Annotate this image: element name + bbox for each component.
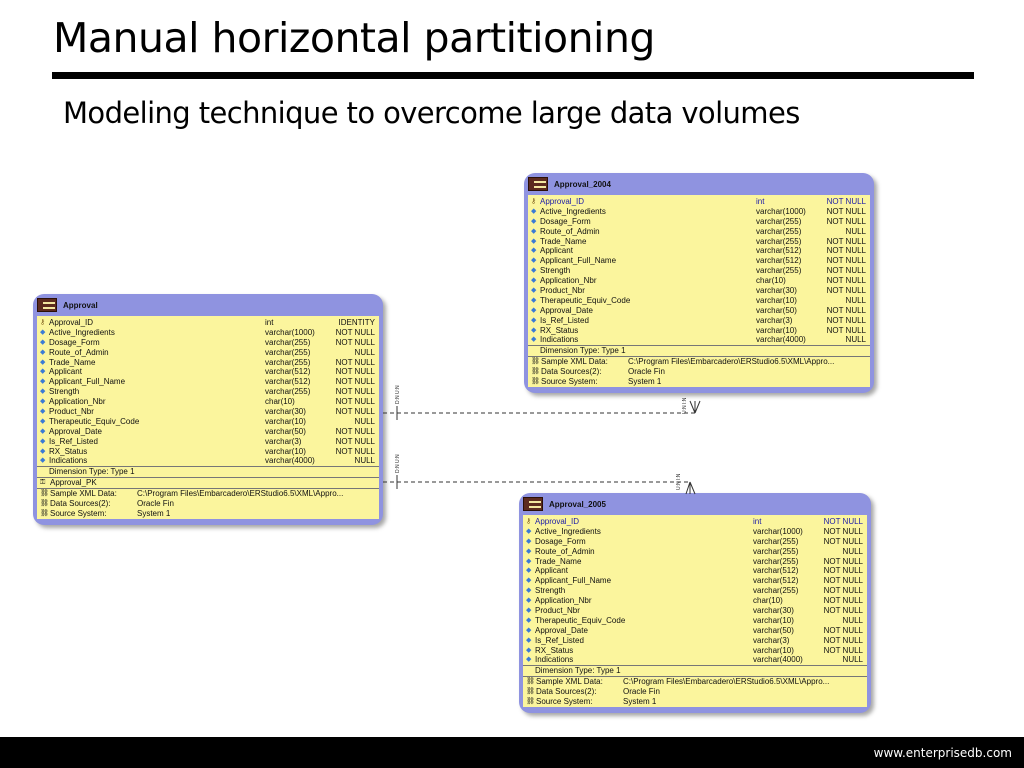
column-name: Applicant_Full_Name <box>49 377 126 387</box>
sample-xml-label: Sample XML Data: <box>541 357 608 367</box>
column-icon: ◆ <box>40 408 46 416</box>
column-nullability: NOT NULL <box>335 357 375 367</box>
column-nullability: NOT NULL <box>826 286 866 296</box>
column-type: varchar(255) <box>753 536 799 546</box>
column-icon: ◆ <box>531 326 537 334</box>
key-icon: ⚿ <box>40 479 46 487</box>
column-row[interactable] <box>37 328 379 338</box>
column-row[interactable] <box>523 626 867 636</box>
column-type: varchar(4000) <box>756 335 806 345</box>
column-icon: ◆ <box>531 277 537 285</box>
column-type: varchar(255) <box>756 236 802 246</box>
column-type: varchar(10) <box>265 416 306 426</box>
column-type: varchar(1000) <box>265 327 315 337</box>
column-name: Trade_Name <box>49 357 96 367</box>
attachment-icon: ⛓ <box>40 510 49 518</box>
column-list <box>37 318 379 466</box>
column-nullability: NOT NULL <box>335 377 375 387</box>
footer-url: www.enterprisedb.com <box>873 746 1012 760</box>
column-type: varchar(255) <box>753 556 799 566</box>
entity-body <box>523 515 867 707</box>
column-row[interactable] <box>523 527 867 537</box>
column-nullability: NOT NULL <box>823 596 863 606</box>
column-type: char(10) <box>265 397 295 407</box>
column-nullability: NOT NULL <box>823 625 863 635</box>
data-sources-row <box>523 687 867 697</box>
entity-body <box>528 195 870 387</box>
table-icon <box>528 177 548 191</box>
column-type: varchar(255) <box>265 337 311 347</box>
column-nullability: NOT NULL <box>826 206 866 216</box>
primary-key-row[interactable] <box>37 478 379 488</box>
column-name: Therapeutic_Equiv_Code <box>540 295 631 305</box>
column-nullability: NOT NULL <box>826 256 866 266</box>
column-row[interactable] <box>528 227 870 237</box>
column-nullability: NOT NULL <box>335 337 375 347</box>
column-nullability: NOT NULL <box>826 325 866 335</box>
column-name: Product_Nbr <box>49 407 94 417</box>
column-name: RX_Status <box>540 325 579 335</box>
column-row[interactable] <box>37 427 379 437</box>
column-nullability: NOT NULL <box>335 397 375 407</box>
column-type: varchar(4000) <box>753 655 803 665</box>
column-name: Application_Nbr <box>540 276 597 286</box>
column-icon: ◆ <box>526 557 532 565</box>
column-name: Strength <box>535 586 566 596</box>
column-type: char(10) <box>753 596 783 606</box>
column-name: Applicant_Full_Name <box>535 576 612 586</box>
column-name: RX_Status <box>535 645 574 655</box>
column-row[interactable] <box>37 456 379 466</box>
column-nullability: NOT NULL <box>335 436 375 446</box>
column-icon: ◆ <box>526 587 532 595</box>
column-name: Trade_Name <box>540 236 587 246</box>
column-icon: ◆ <box>40 457 46 465</box>
crowfoot-line <box>695 401 700 413</box>
dimension-type: Dimension Type: Type 1 <box>535 666 621 676</box>
column-icon: ◆ <box>526 537 532 545</box>
column-type: varchar(512) <box>753 566 799 576</box>
primary-key-icon: ⚷ <box>40 319 46 326</box>
column-nullability: NOT NULL <box>823 576 863 586</box>
column-type: varchar(3) <box>265 436 302 446</box>
column-nullability: NULL <box>354 416 375 426</box>
source-system-value: System 1 <box>628 377 662 387</box>
column-type: varchar(50) <box>756 305 797 315</box>
attachment-icon: ⛓ <box>526 698 535 706</box>
column-nullability: NOT NULL <box>826 197 866 206</box>
column-row[interactable] <box>37 348 379 358</box>
source-system-row <box>528 377 870 387</box>
column-type: varchar(50) <box>265 426 306 436</box>
column-row[interactable] <box>37 447 379 457</box>
column-row[interactable] <box>528 296 870 306</box>
entity-approval-2005[interactable] <box>519 493 871 713</box>
column-row[interactable] <box>523 547 867 557</box>
sample-xml-row <box>37 489 379 499</box>
column-nullability: NOT NULL <box>335 327 375 337</box>
column-icon: ◆ <box>531 207 537 215</box>
column-nullability: NOT NULL <box>823 526 863 536</box>
column-name: Active_Ingredients <box>49 327 115 337</box>
entity-header <box>528 173 870 195</box>
column-row[interactable] <box>37 318 379 328</box>
column-nullability: NULL <box>842 655 863 665</box>
relationship-approval-2005[interactable] <box>383 454 695 494</box>
column-row[interactable] <box>37 377 379 387</box>
column-icon: ◆ <box>526 636 532 644</box>
source-system-row <box>523 697 867 707</box>
column-nullability: NOT NULL <box>823 645 863 655</box>
dimension-type: Dimension Type: Type 1 <box>540 346 626 356</box>
column-nullability: NOT NULL <box>823 635 863 645</box>
column-row[interactable] <box>528 326 870 336</box>
column-row[interactable] <box>528 246 870 256</box>
column-name: Approval_Date <box>540 305 593 315</box>
column-icon: ◆ <box>40 388 46 396</box>
data-sources-label: Data Sources(2): <box>536 687 597 697</box>
attachment-icon: ⛓ <box>531 358 540 366</box>
column-icon: ◆ <box>526 656 532 664</box>
source-system-row <box>37 509 379 519</box>
slide-subtitle: Modeling technique to overcome large data volumes <box>63 96 800 130</box>
attachment-icon: ⛓ <box>531 368 540 376</box>
column-type: varchar(10) <box>265 446 306 456</box>
column-name: Trade_Name <box>535 556 582 566</box>
relationship-source-label: D:N U:N <box>395 454 401 473</box>
column-name: Approval_Date <box>535 625 588 635</box>
column-nullability: IDENTITY <box>338 318 375 327</box>
entity-name: Approval_2005 <box>549 499 606 509</box>
column-name: Applicant <box>540 246 573 256</box>
column-type: varchar(50) <box>753 625 794 635</box>
column-type: varchar(255) <box>265 347 311 357</box>
column-type: varchar(30) <box>753 606 794 616</box>
column-name: Indications <box>535 655 574 665</box>
source-system-label: Source System: <box>541 377 598 387</box>
attachment-icon: ⛓ <box>531 378 540 386</box>
column-icon: ◆ <box>526 597 532 605</box>
column-type: varchar(512) <box>265 377 311 387</box>
column-icon: ◆ <box>40 328 46 336</box>
entity-approval-2004[interactable] <box>524 173 874 393</box>
column-icon: ◆ <box>531 306 537 314</box>
column-icon: ◆ <box>531 316 537 324</box>
column-type: varchar(512) <box>756 246 802 256</box>
sample-xml-value: C:\Program Files\Embarcadero\ERStudio6.5\XML\Appro... <box>628 357 835 367</box>
column-name: Is_Ref_Listed <box>540 315 589 325</box>
column-row[interactable] <box>528 266 870 276</box>
column-row[interactable] <box>528 316 870 326</box>
column-nullability: NOT NULL <box>826 236 866 246</box>
column-name: Strength <box>49 387 80 397</box>
title-rule <box>52 72 974 79</box>
column-icon: ◆ <box>40 437 46 445</box>
column-nullability: NULL <box>845 295 866 305</box>
column-row[interactable] <box>528 207 870 217</box>
data-sources-value: Oracle Fin <box>623 687 660 697</box>
column-row[interactable] <box>37 367 379 377</box>
column-icon: ◆ <box>526 646 532 654</box>
column-nullability: NULL <box>354 456 375 466</box>
entity-header <box>523 493 867 515</box>
crowfoot-line <box>690 401 695 413</box>
column-nullability: NOT NULL <box>823 536 863 546</box>
column-type: varchar(255) <box>753 546 799 556</box>
column-type: varchar(3) <box>756 315 793 325</box>
primary-key-name: Approval_PK <box>50 478 97 488</box>
source-system-value: System 1 <box>137 509 171 519</box>
column-name: Indications <box>49 456 88 466</box>
column-icon: ◆ <box>531 336 537 344</box>
column-row[interactable] <box>528 217 870 227</box>
entity-header <box>37 294 379 316</box>
relationship-source-label: D:N U:N <box>395 385 401 404</box>
column-name: Applicant <box>49 367 82 377</box>
column-icon: ◆ <box>526 616 532 624</box>
column-nullability: NOT NULL <box>826 216 866 226</box>
column-icon: ◆ <box>526 567 532 575</box>
column-icon: ◆ <box>40 338 46 346</box>
column-type: varchar(10) <box>753 645 794 655</box>
column-nullability: NOT NULL <box>826 315 866 325</box>
column-name: Dosage_Form <box>535 536 586 546</box>
column-type: varchar(10) <box>756 295 797 305</box>
column-nullability: NULL <box>842 546 863 556</box>
column-name: Applicant <box>535 566 568 576</box>
column-list <box>528 197 870 345</box>
column-name: Product_Nbr <box>540 286 585 296</box>
column-type: varchar(30) <box>756 286 797 296</box>
column-name: Application_Nbr <box>535 596 592 606</box>
entity-name: Approval_2004 <box>554 179 611 189</box>
column-icon: ◆ <box>531 237 537 245</box>
data-sources-label: Data Sources(2): <box>50 499 111 509</box>
attachment-icon: ⛓ <box>526 678 535 686</box>
column-nullability: NOT NULL <box>335 407 375 417</box>
column-type: varchar(3) <box>753 635 790 645</box>
column-nullability: NOT NULL <box>826 266 866 276</box>
column-type: varchar(255) <box>265 357 311 367</box>
column-name: Strength <box>540 266 571 276</box>
column-type: varchar(255) <box>756 266 802 276</box>
column-type: int <box>756 197 765 206</box>
column-type: varchar(512) <box>753 576 799 586</box>
sample-xml-row <box>523 677 867 687</box>
column-name: Approval_ID <box>49 318 94 327</box>
column-nullability: NULL <box>845 226 866 236</box>
sample-xml-label: Sample XML Data: <box>536 677 603 687</box>
column-icon: ◆ <box>531 247 537 255</box>
column-row[interactable] <box>528 335 870 345</box>
column-name: Approval_ID <box>535 517 580 526</box>
column-type: varchar(255) <box>756 226 802 236</box>
column-name: RX_Status <box>49 446 88 456</box>
data-sources-label: Data Sources(2): <box>541 367 602 377</box>
column-row[interactable] <box>523 606 867 616</box>
data-sources-value: Oracle Fin <box>628 367 665 377</box>
column-name: Approval_Date <box>49 426 102 436</box>
column-row[interactable] <box>523 586 867 596</box>
column-name: Route_of_Admin <box>540 226 600 236</box>
column-row[interactable] <box>523 636 867 646</box>
column-icon: ◆ <box>40 348 46 356</box>
column-nullability: NULL <box>354 347 375 357</box>
column-row[interactable] <box>528 197 870 207</box>
column-name: Active_Ingredients <box>540 206 606 216</box>
data-sources-row <box>528 367 870 377</box>
column-type: varchar(255) <box>265 387 311 397</box>
relationship-target-label: U:N I:N <box>676 473 682 490</box>
column-icon: ◆ <box>531 296 537 304</box>
column-nullability: NOT NULL <box>823 566 863 576</box>
column-type: varchar(10) <box>753 615 794 625</box>
column-nullability: NOT NULL <box>823 606 863 616</box>
column-name: Route_of_Admin <box>49 347 109 357</box>
dimension-type: Dimension Type: Type 1 <box>49 467 135 477</box>
column-name: Route_of_Admin <box>535 546 595 556</box>
sample-xml-label: Sample XML Data: <box>50 489 117 499</box>
column-icon: ◆ <box>40 398 46 406</box>
column-icon: ◆ <box>40 368 46 376</box>
entity-name: Approval <box>63 300 98 310</box>
column-type: varchar(1000) <box>756 206 806 216</box>
column-row[interactable] <box>37 358 379 368</box>
column-nullability: NOT NULL <box>335 426 375 436</box>
column-list <box>523 517 867 665</box>
column-type: varchar(1000) <box>753 526 803 536</box>
source-system-label: Source System: <box>50 509 107 519</box>
column-icon: ◆ <box>526 527 532 535</box>
column-icon: ◆ <box>526 577 532 585</box>
sample-xml-value: C:\Program Files\Embarcadero\ERStudio6.5\XML\Appro... <box>137 489 344 499</box>
column-icon: ◆ <box>531 257 537 265</box>
column-row[interactable] <box>528 237 870 247</box>
column-row[interactable] <box>528 276 870 286</box>
column-row[interactable] <box>523 517 867 527</box>
column-name: Is_Ref_Listed <box>49 436 98 446</box>
source-system-value: System 1 <box>623 697 657 707</box>
column-name: Approval_ID <box>540 197 585 206</box>
entity-body <box>37 316 379 519</box>
column-name: Dosage_Form <box>540 216 591 226</box>
column-row[interactable] <box>523 557 867 567</box>
column-type: varchar(512) <box>756 256 802 266</box>
column-name: Therapeutic_Equiv_Code <box>49 416 140 426</box>
column-row[interactable] <box>523 646 867 656</box>
column-row[interactable] <box>528 256 870 266</box>
column-nullability: NOT NULL <box>826 276 866 286</box>
column-icon: ◆ <box>40 378 46 386</box>
attachment-icon: ⛓ <box>40 490 49 498</box>
source-system-label: Source System: <box>536 697 593 707</box>
column-icon: ◆ <box>531 267 537 275</box>
column-row[interactable] <box>528 286 870 296</box>
column-row[interactable] <box>523 537 867 547</box>
column-icon: ◆ <box>531 227 537 235</box>
column-nullability: NOT NULL <box>823 556 863 566</box>
column-row[interactable] <box>37 437 379 447</box>
column-nullability: NOT NULL <box>335 387 375 397</box>
sample-xml-row <box>528 357 870 367</box>
column-type: int <box>753 517 762 526</box>
relationship-target-label: U:N I:N <box>682 397 688 414</box>
column-name: Active_Ingredients <box>535 526 601 536</box>
column-row[interactable] <box>523 566 867 576</box>
column-type: int <box>265 318 274 327</box>
column-icon: ◆ <box>531 287 537 295</box>
column-icon: ◆ <box>40 427 46 435</box>
column-nullability: NOT NULL <box>823 586 863 596</box>
column-name: Is_Ref_Listed <box>535 635 584 645</box>
column-name: Applicant_Full_Name <box>540 256 617 266</box>
column-name: Therapeutic_Equiv_Code <box>535 615 626 625</box>
column-type: varchar(512) <box>265 367 311 377</box>
column-type: varchar(10) <box>756 325 797 335</box>
column-icon: ◆ <box>40 358 46 366</box>
column-type: varchar(4000) <box>265 456 315 466</box>
table-icon <box>523 497 543 511</box>
column-icon: ◆ <box>526 607 532 615</box>
column-icon: ◆ <box>531 217 537 225</box>
column-nullability: NULL <box>845 335 866 345</box>
primary-key-icon: ⚷ <box>526 518 532 525</box>
column-icon: ◆ <box>40 447 46 455</box>
attachment-icon: ⛓ <box>526 688 535 696</box>
column-name: Indications <box>540 335 579 345</box>
column-type: varchar(30) <box>265 407 306 417</box>
column-type: varchar(255) <box>753 586 799 596</box>
column-nullability: NOT NULL <box>823 517 863 526</box>
footer-bar <box>0 737 1024 768</box>
column-nullability: NULL <box>842 615 863 625</box>
column-icon: ◆ <box>40 417 46 425</box>
column-icon: ◆ <box>526 626 532 634</box>
column-name: Dosage_Form <box>49 337 100 347</box>
column-row[interactable] <box>37 387 379 397</box>
primary-key-icon: ⚷ <box>531 198 537 205</box>
column-row[interactable] <box>523 616 867 626</box>
column-type: varchar(255) <box>756 216 802 226</box>
column-row[interactable] <box>523 596 867 606</box>
column-nullability: NOT NULL <box>335 446 375 456</box>
column-row[interactable] <box>37 407 379 417</box>
entity-approval[interactable] <box>33 294 383 525</box>
sample-xml-value: C:\Program Files\Embarcadero\ERStudio6.5\XML\Appro... <box>623 677 830 687</box>
column-name: Product_Nbr <box>535 606 580 616</box>
column-nullability: NOT NULL <box>335 367 375 377</box>
column-row[interactable] <box>528 306 870 316</box>
column-row[interactable] <box>37 397 379 407</box>
column-type: char(10) <box>756 276 786 286</box>
attachment-icon: ⛓ <box>40 500 49 508</box>
column-row[interactable] <box>523 576 867 586</box>
column-row[interactable] <box>37 338 379 348</box>
data-sources-row <box>37 499 379 509</box>
column-row[interactable] <box>523 655 867 665</box>
data-sources-value: Oracle Fin <box>137 499 174 509</box>
column-name: Application_Nbr <box>49 397 106 407</box>
column-nullability: NOT NULL <box>826 246 866 256</box>
column-icon: ◆ <box>526 547 532 555</box>
table-icon <box>37 298 57 312</box>
column-row[interactable] <box>37 417 379 427</box>
column-nullability: NOT NULL <box>826 305 866 315</box>
slide-title: Manual horizontal partitioning <box>53 14 655 62</box>
